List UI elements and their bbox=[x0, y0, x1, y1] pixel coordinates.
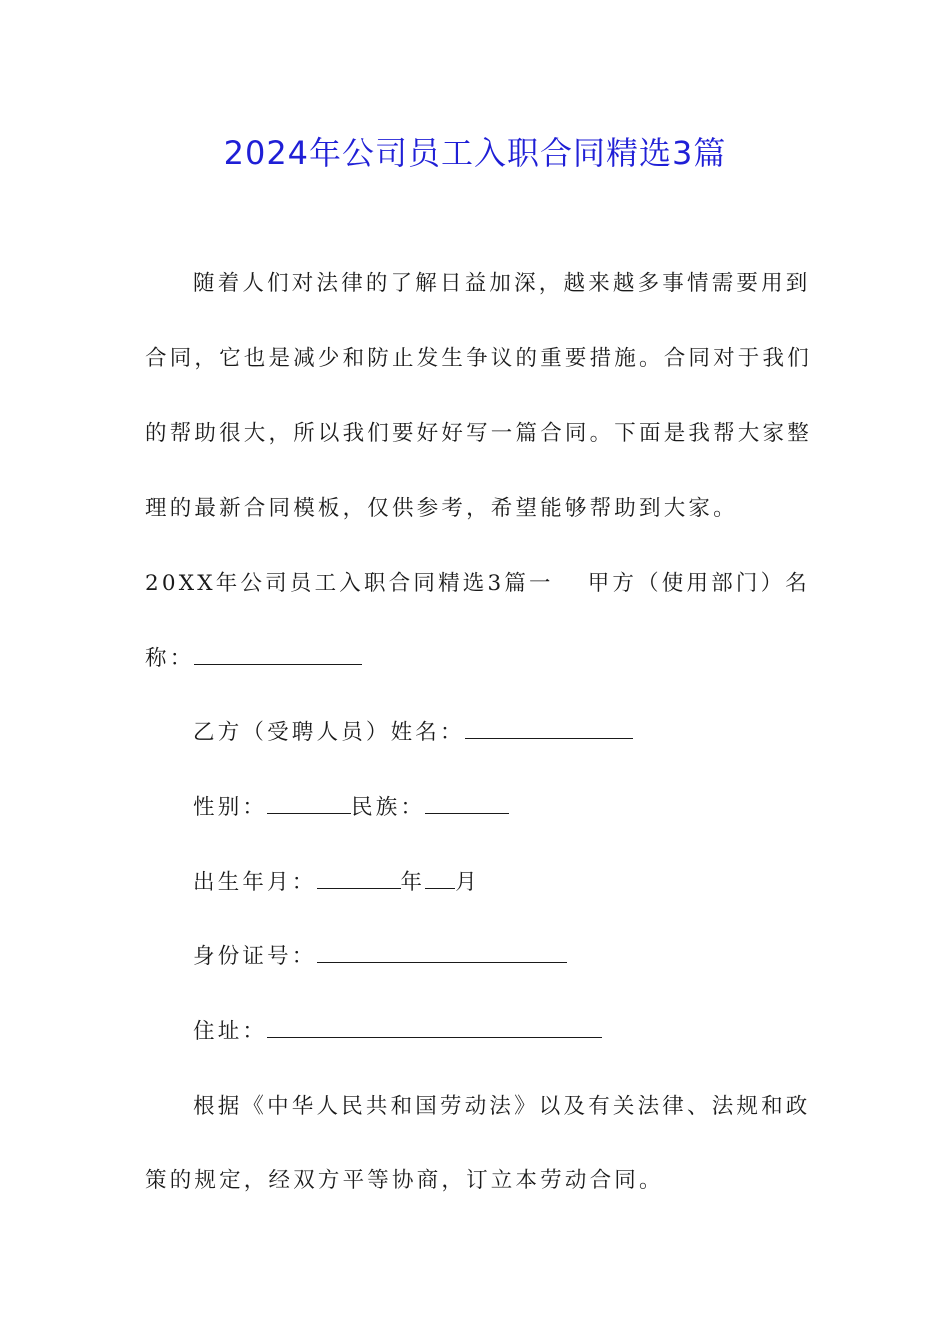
intro-line-1: 随着人们对法律的了解日益加深，越来越多事情需要用到 bbox=[193, 271, 811, 296]
party-a-label-cont: 称： bbox=[145, 646, 195, 671]
intro-line-2: 合同，它也是减少和防止发生争议的重要措施。合同对于我们 bbox=[145, 346, 812, 371]
gender-ethnicity-row bbox=[193, 793, 810, 823]
gender-blank[interactable] bbox=[267, 793, 351, 814]
id-number-blank[interactable] bbox=[317, 942, 567, 963]
birth-month-blank[interactable] bbox=[425, 868, 455, 889]
section-heading: 20XX年公司员工入职合同精选3篇一 bbox=[145, 571, 554, 596]
basis-line-2: 策的规定，经双方平等协商，订立本劳动合同。 bbox=[145, 1168, 664, 1193]
intro-line-3: 的帮助很大，所以我们要好好写一篇合同。下面是我帮大家整 bbox=[145, 421, 812, 446]
address-row bbox=[193, 1017, 810, 1047]
party-b-row bbox=[193, 718, 810, 748]
birth-row bbox=[193, 868, 810, 898]
ethnicity-label: 民族： bbox=[351, 795, 426, 820]
id-label: 身份证号： bbox=[193, 944, 317, 969]
ethnicity-blank[interactable] bbox=[425, 793, 509, 814]
birth-year-blank[interactable] bbox=[317, 868, 401, 889]
year-label: 年 bbox=[400, 870, 426, 895]
address-blank[interactable] bbox=[267, 1017, 602, 1038]
party-a-name-blank[interactable] bbox=[194, 644, 362, 665]
party-a-row bbox=[145, 644, 810, 674]
document-title: 2024年公司员工入职合同精选3篇 bbox=[223, 134, 727, 172]
section-heading-row bbox=[145, 569, 810, 599]
intro-line-4: 理的最新合同模板，仅供参考，希望能够帮助到大家。 bbox=[145, 496, 738, 521]
party-b-name-blank[interactable] bbox=[465, 718, 633, 739]
party-a-label: 甲方（使用部门）名 bbox=[587, 571, 810, 596]
birth-label: 出生年月： bbox=[193, 870, 317, 895]
address-label: 住址： bbox=[193, 1019, 268, 1044]
gender-label: 性别： bbox=[193, 795, 268, 820]
id-row bbox=[193, 942, 810, 972]
month-label: 月 bbox=[455, 870, 480, 895]
party-b-label: 乙方（受聘人员）姓名： bbox=[193, 720, 465, 745]
basis-line-1: 根据《中华人民共和国劳动法》以及有关法律、法规和政 bbox=[193, 1094, 811, 1119]
